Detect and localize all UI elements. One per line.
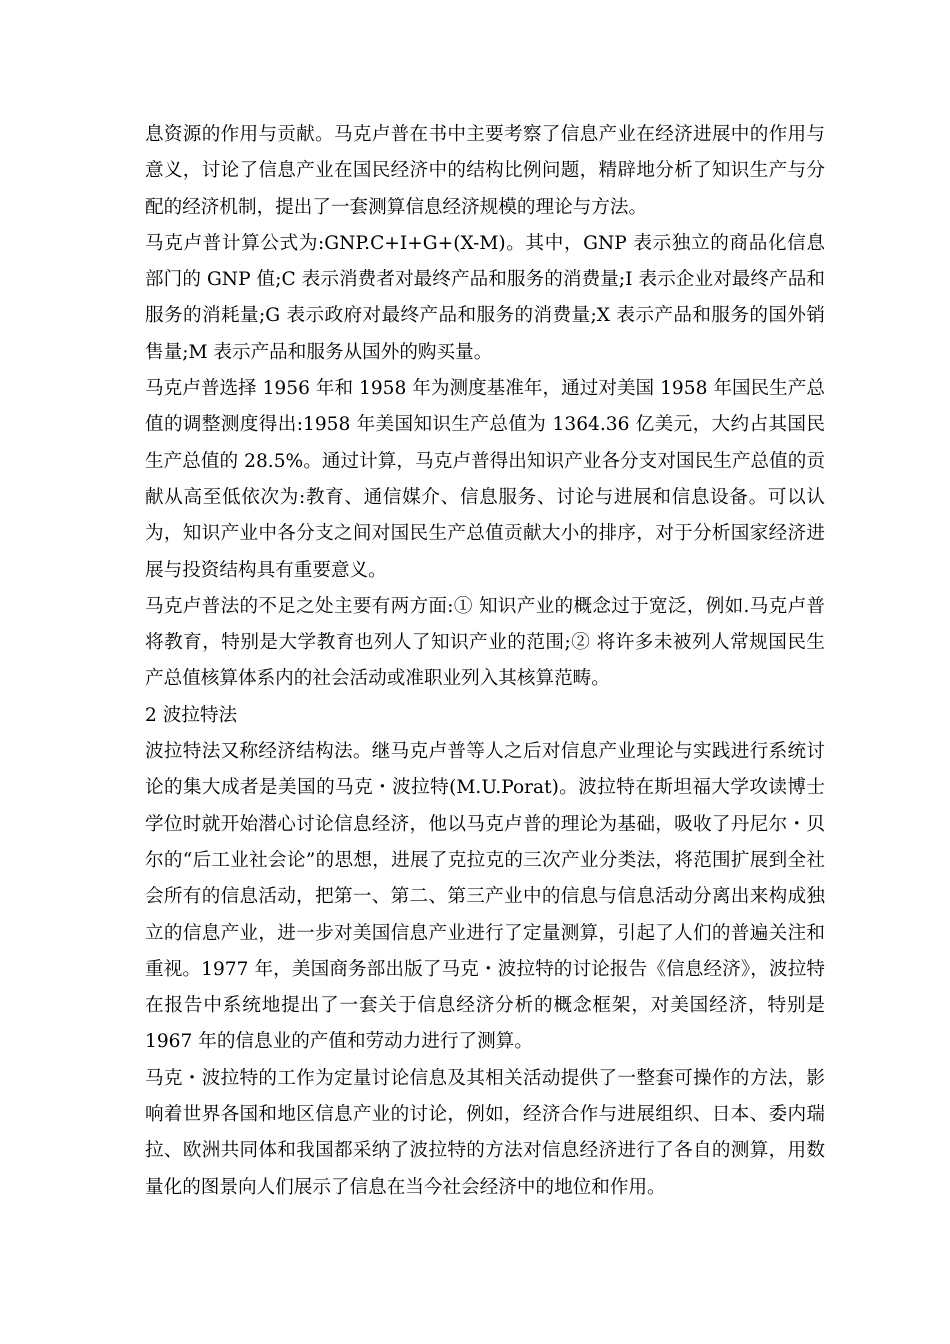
paragraph-info-resources: 息资源的作用与贡献。马克卢普在书中主要考察了信息产业在经济进展中的作用与意义，讨论了信息产业在国民经济中的结构比例问题，精辟地分析了知识生产与分配的经济机制，提出了一套测算信息经济规模的理论与方法。 <box>145 124 825 218</box>
paragraph-porat-influence: 马克・波拉特的工作为定量讨论信息及其相关活动提供了一整套可操作的方法，影响着世界各国和地区信息产业的讨论，例如，经济合作与进展组织、日本、委内瑞拉、欧洲共同体和我国都采纳了波拉特的方法对信息经济进行了各自的测算，用数量化的图景向人们展示了信息在当今社会经济中的地位和作用。 <box>145 1067 825 1198</box>
paragraph-porat-method: 波拉特法又称经济结构法。继马克卢普等人之后对信息产业理论与实践进行系统讨论的集大成者是美国的马克・波拉特(M.U.Porat)。波拉特在斯坦福大学攻读博士学位时就开始潜心讨论信息经济，他以马克卢普的理论为基础，吸收了丹尼尔・贝尔的“后工业社会论”的思想，进展了克拉克的三次产业分类法，将范围扩展到全社会所有的信息活动，把第一、第二、第三产业中的信息与信息活动分离出来构成独立的信息产业，进一步对美国信息产业进行了定量测算，引起了人们的普遍关注和重视。1977 年，美国商务部出版了马克・波拉特的讨论报告《信息经济》，波拉特在报告中系统地提出了一套关于信息经济分析的概念框架，对美国经济，特别是 1967 年的信息业的产值和劳动力进行了测算。 <box>145 741 825 1053</box>
section-heading-porat: 2 波拉特法 <box>145 704 238 726</box>
paragraph-machlup-formula: 马克卢普计算公式为:GNP.C+I+G+(X-M)。其中，GNP 表示独立的商品化信息部门的 GNP 值;C 表示消费者对最终产品和服务的消费量;I 表示企业对最终产品和服务的消耗量;G 表示政府对最终产品和服务的消费量;X 表示产品和服务的国外销售量;M 表示产品和服务从国外的购买量。 <box>145 232 825 363</box>
document-body <box>145 117 825 1206</box>
paragraph-machlup-results: 马克卢普选择 1956 年和 1958 年为测度基准年，通过对美国 1958 年国民生产总值的调整测度得出:1958 年美国知识生产总值为 1364.36 亿美元，大约占其国民生产总值的 28.5%。通过计算，马克卢普得出知识产业各分支对国民生产总值的贡献从高至低依次为:教育、通信媒介、信息服务、讨论与进展和信息设备。可以认为，知识产业中各分支之间对国民生产总值贡献大小的排序，对于分析国家经济进展与投资结构具有重要意义。 <box>145 378 825 581</box>
paragraph-machlup-shortcomings: 马克卢普法的不足之处主要有两方面:① 知识产业的概念过于宽泛，例如.马克卢普将教育，特别是大学教育也列人了知识产业的范围;② 将许多未被列人常规国民生产总值核算体系内的社会活动或准职业列入其核算范畴。 <box>145 595 825 690</box>
